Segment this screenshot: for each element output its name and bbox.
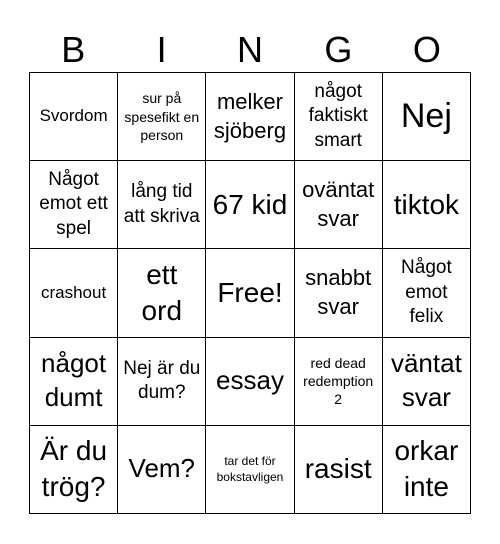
bingo-cell[interactable]: Något emot ett spel [30, 161, 118, 249]
bingo-cell[interactable]: ett ord [118, 249, 206, 337]
bingo-card [29, 72, 471, 514]
bingo-cell-free[interactable]: Free! [206, 249, 294, 337]
bingo-cell[interactable]: sur på spesefikt en person [118, 73, 206, 161]
bingo-cell[interactable]: tiktok [383, 161, 471, 249]
bingo-cell[interactable]: Svordom [30, 73, 118, 161]
bingo-cell[interactable]: orkar inte [383, 426, 471, 514]
bingo-cell[interactable]: Nej [383, 73, 471, 161]
bingo-cell[interactable]: väntat svar [383, 338, 471, 426]
bingo-cell[interactable]: något faktiskt smart [295, 73, 383, 161]
bingo-cell[interactable]: crashout [30, 249, 118, 337]
bingo-cell[interactable]: Är du trög? [30, 426, 118, 514]
bingo-header [29, 28, 471, 72]
header-letter-g: G [324, 29, 353, 70]
header-letter-n: N [237, 29, 264, 70]
bingo-cell[interactable]: oväntat svar [295, 161, 383, 249]
bingo-cell[interactable]: melker sjöberg [206, 73, 294, 161]
header-letter-o: O [412, 29, 441, 70]
bingo-cell[interactable]: något dumt [30, 338, 118, 426]
bingo-cell[interactable]: Vem? [118, 426, 206, 514]
bingo-cell[interactable]: tar det för bokstavligen [206, 426, 294, 514]
bingo-cell[interactable]: rasist [295, 426, 383, 514]
header-letter-b: B [61, 29, 86, 70]
bingo-cell[interactable]: red dead redemption 2 [295, 338, 383, 426]
bingo-cell[interactable]: Nej är du dum? [118, 338, 206, 426]
bingo-cell[interactable]: snabbt svar [295, 249, 383, 337]
bingo-cell[interactable]: essay [206, 338, 294, 426]
bingo-cell[interactable]: 67 kid [206, 161, 294, 249]
bingo-cell[interactable]: Något emot felix [383, 249, 471, 337]
header-letter-i: I [156, 29, 167, 70]
bingo-cell[interactable]: lång tid att skriva [118, 161, 206, 249]
